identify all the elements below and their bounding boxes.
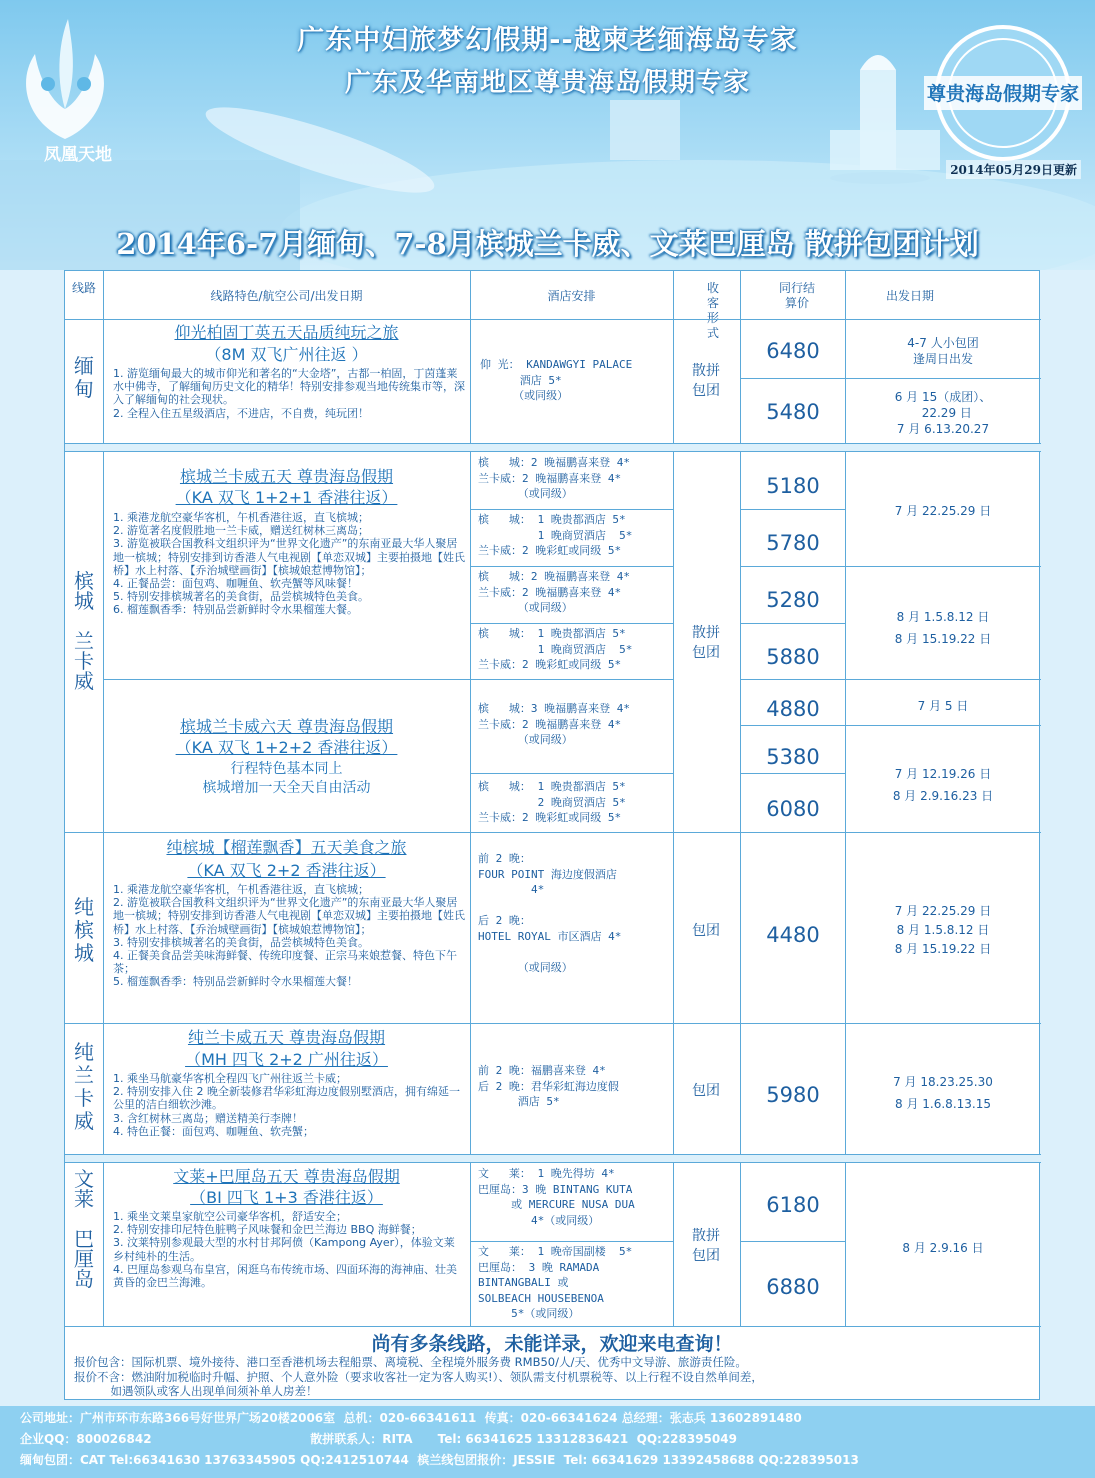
header-hotel: 酒店安排 bbox=[547, 289, 596, 303]
penang-dates-a: 7 月 22.25.29 日 bbox=[894, 504, 992, 518]
brunei-hotel-2: 文 莱： 1 晚帝国副楼 5* 巴厘岛： 3 晚 RAMADA BINTANGBALI 或 SOLBEACH HOUSEBENOA 5*（或同级） bbox=[478, 1245, 633, 1320]
penang-6day-flight: （KA 双飞 1+2+2 香港往返） bbox=[175, 738, 398, 757]
penang-5day-desc: 1. 乘港龙航空豪华客机，午机香港往返，直飞槟城； 2. 游览著名度假胜地一兰卡威，赠送红树林三离岛； 3. 游览被联合国教科文组织评为“世界文化遗产”的东南亚最大华人聚居地一槟城；特别安排到访香港人气电视剧【单恋双城】主要拍摄地【姓氏桥】水上村落、【乔治城壁画街】【槟城娘惹博物馆】； 4. 正餐品尝：面包鸡、咖喱鱼、软壳蟹等风味餐！ 5. 特别安排槟城著名的美食街，品尝槟城特色美食。 6. 榴莲飘香季：特别品尝新鲜时令水果榴莲大餐。 bbox=[113, 511, 465, 617]
brunei-price-1: 6180 bbox=[766, 1193, 820, 1217]
brunei-desc: 1. 乘坐文莱皇家航空公司豪华客机，舒适安全； 2. 特别安排印尼特色脏鸭子风味餐和金巴兰海边 BBQ 海鲜餐； 3. 汶莱特别参观最大型的水村甘邦阿偾（Kampong Ayer），体验文莱乡村纯朴的生活。 4. 巴厘岛参观乌布皇宫，闲逛乌布传统市场、四面环海的海神庙、壮美黄昏的金巴兰海滩。 bbox=[113, 1210, 457, 1290]
penang-5day-flight: （KA 双飞 1+2+1 香港往返） bbox=[175, 488, 398, 507]
brunei-title: 文莱+巴厘岛五天 尊贵海岛假期 bbox=[173, 1167, 400, 1186]
stamp-text: 尊贵海岛假期专家 bbox=[926, 83, 1080, 105]
header-title-2: 广东及华南地区尊贵海岛假期专家 bbox=[344, 68, 750, 98]
penang-hotel-3: 槟 城：2 晚福鹏喜来登 4* 兰卡威：2 晚福鹏喜来登 4* （或同级） bbox=[478, 570, 630, 614]
penang-6day-note-1: 行程特色基本同上 bbox=[230, 761, 343, 777]
penang-dates-c: 7 月 5 日 bbox=[917, 699, 969, 713]
header-route: 线路 bbox=[71, 281, 96, 295]
logo-text: 凤凰天地 bbox=[44, 145, 112, 165]
penang-5day-title: 槟城兰卡威五天 尊贵海岛假期 bbox=[179, 467, 394, 486]
more-routes-note: 尚有多条线路，未能详录，欢迎来电查询！ bbox=[371, 1333, 733, 1355]
myanmar-hotel: 仰 光： KANDAWGYI PALACE 酒店 5* （或同级） bbox=[480, 358, 633, 402]
penang-hotel-4: 槟 城： 1 晚贵都酒店 5* 1 晚商贸酒店 5* 兰卡威：2 晚彩虹或同级 5* bbox=[478, 627, 633, 671]
tour-table bbox=[64, 270, 1040, 1400]
header-type: 收客形式 bbox=[706, 281, 719, 340]
myanmar-title: 仰光柏固丁英五天品质纯玩之旅 bbox=[174, 323, 399, 342]
penang-price-4: 5880 bbox=[766, 645, 820, 669]
header-title-1: 广东中妇旅梦幻假期--越柬老缅海岛专家 bbox=[297, 25, 798, 56]
header-banner bbox=[0, 0, 1095, 270]
pure-penang-desc: 1. 乘港龙航空豪华客机，午机香港往返，直飞槟城； 2. 游览被联合国教科文组织评为“世界文化遗产”的东南亚最大华人聚居地一槟城；特别安排到访香港人气电视剧【单恋双城】主要拍摄地【姓氏桥】水上村落、【乔治城壁画街】【槟城娘惹博物馆】； 3. 特别安排槟城著名的美食街，品尝槟城特色美食。 4. 正餐美食品尝美味海鲜餐、传统印度餐、正宗马来娘惹餐、特色下午茶； 5. 榴莲飘香季：特别品尝新鲜时令水果榴莲大餐！ bbox=[113, 883, 465, 989]
plan-title: 2014年6-7月缅甸、7-8月槟城兰卡威、文莱巴厘岛 散拼包团计划 bbox=[116, 227, 979, 261]
footer-contact bbox=[0, 1406, 1095, 1478]
brunei-hotel-1: 文 莱： 1 晚先得坊 4* 巴厘岛：3 晚 BINTANG KUTA 或 MERCURE NUSA DUA 4*（或同级） bbox=[478, 1167, 635, 1227]
myanmar-desc bbox=[113, 367, 465, 420]
penang-price-3: 5280 bbox=[766, 588, 820, 612]
penang-price-5: 4880 bbox=[766, 697, 820, 721]
penang-dates-b: 8 月 1.5.8.12 日 8 月 15.19.22 日 bbox=[894, 610, 992, 646]
pure-langkawi-hotel: 前 2 晚：福鹏喜来登 4* 后 2 晚：君华彩虹海边度假 酒店 5* bbox=[478, 1064, 619, 1108]
header-price: 同行结算价 bbox=[778, 281, 815, 310]
price-excluded-1: 报价不含：燃油附加税临时升幅、护照、个人意外险（要求收客社一定为客人购买!）、领队需支付机票税等、以上行程不设自然单间差， bbox=[74, 1370, 763, 1384]
penang-price-7: 6080 bbox=[766, 797, 820, 821]
pure-langkawi-flight: （MH 四飞 2+2 广州往返） bbox=[185, 1050, 388, 1069]
brunei-price-2: 6880 bbox=[766, 1275, 820, 1299]
myanmar-dates-2: 6 月 15（成团）、 22.29 日 7 月 6.13.20.27 bbox=[894, 390, 992, 436]
update-date: 2014年05月29日更新 bbox=[946, 160, 1081, 179]
pure-penang-title: 纯槟城【榴莲飘香】五天美食之旅 bbox=[166, 838, 407, 857]
penang-dates-d: 7 月 12.19.26 日 8 月 2.9.16.23 日 bbox=[892, 767, 994, 803]
myanmar-type: 散拼 包团 bbox=[692, 363, 720, 399]
header-features: 线路特色/航空公司/出发日期 bbox=[210, 289, 363, 303]
penang-price-6: 5380 bbox=[766, 745, 820, 769]
pure-langkawi-price: 5980 bbox=[766, 1083, 820, 1107]
pure-penang-hotel: 前 2 晚： FOUR POINT 海边度假酒店 4* 后 2 晚： HOTEL ROYAL 市区酒店 4* （或同级） bbox=[478, 852, 622, 974]
header-dates: 出发日期 bbox=[885, 289, 934, 303]
pure-langkawi-title: 纯兰卡威五天 尊贵海岛假期 bbox=[187, 1028, 386, 1047]
pure-langkawi-dates: 7 月 18.23.25.30 8 月 1.6.8.13.15 bbox=[893, 1075, 993, 1111]
region-myanmar: 缅甸 bbox=[74, 354, 94, 401]
premium-stamp-badge bbox=[918, 18, 1088, 178]
penang-hotel-1: 槟 城：2 晚福鹏喜来登 4* 兰卡威：2 晚福鹏喜来登 4* （或同级） bbox=[478, 456, 630, 500]
pure-penang-flight: （KA 双飞 2+2 香港往返） bbox=[187, 861, 386, 880]
footer-cat-jessie: 缅甸包团：CAT Tel:66341630 13763345905 QQ:2412510744 槟兰线包团报价：JESSIE Tel: 66341629 13392458688 QQ:228395013 bbox=[20, 1453, 859, 1467]
price-included: 报价包含：国际机票、境外接待、港口至香港机场去程船票、离境税、全程境外服务费 RMB50/人/天、优秀中文导游、旅游责任险。 bbox=[74, 1355, 747, 1369]
myanmar-dates-1: 4-7 人小包团 逢周日出发 bbox=[907, 336, 979, 366]
pure-penang-type: 包团 bbox=[692, 923, 720, 939]
brunei-type: 散拼 包团 bbox=[692, 1228, 720, 1264]
region-pure-penang: 纯 槟 城 bbox=[74, 895, 94, 965]
penang-price-2: 5780 bbox=[766, 531, 820, 555]
penang-price-1: 5180 bbox=[766, 474, 820, 498]
pure-langkawi-type: 包团 bbox=[692, 1083, 720, 1099]
myanmar-desc-2: 2. 全程入住五星级酒店，不进店，不自费，纯玩团！ bbox=[113, 406, 369, 420]
footer-address: 公司地址：广州市环市东路366号好世界广场20楼2006室 总机：020-66341611 传真：020-66341624 总经理：张志兵 13602891480 bbox=[20, 1411, 802, 1425]
pure-penang-price: 4480 bbox=[766, 923, 820, 947]
myanmar-flight: （8M 双飞广州往返 ） bbox=[205, 345, 368, 364]
price-excluded-2: 如遇领队或客人出现单间须补单人房差！ bbox=[74, 1384, 318, 1398]
region-brunei-bali: 文 莱 巴 厘 岛 bbox=[74, 1167, 94, 1291]
penang-hotel-2: 槟 城： 1 晚贵都酒店 5* 1 晚商贸酒店 5* 兰卡威：2 晚彩虹或同级 5* bbox=[478, 513, 633, 557]
brunei-flight: （BI 四飞 1+3 香港往返） bbox=[190, 1188, 383, 1207]
myanmar-desc-1: 1. 游览缅甸最大的城市仰光和著名的“大金塔”，古都一柏固，丁茵蓬莱水中佛寺，了解缅甸历史文化的精华！特别安排参观当地传统集市等，深入了解缅甸的社会现状。 bbox=[113, 367, 465, 407]
brunei-dates: 8 月 2.9.16 日 bbox=[902, 1241, 984, 1255]
penang-type: 散拼 包团 bbox=[692, 625, 720, 661]
myanmar-price-1: 6480 bbox=[766, 339, 820, 363]
region-penang-langkawi: 槟 城 兰 卡 威 bbox=[74, 569, 94, 693]
penang-6day-title: 槟城兰卡威六天 尊贵海岛假期 bbox=[179, 717, 394, 736]
pure-langkawi-desc: 1. 乘坐马航豪华客机全程四飞广州往返兰卡威； 2. 特别安排入住 2 晚全新装修君华彩虹海边度假别墅酒店，拥有绵延一公里的洁白细软沙滩。 3. 含红树林三离岛；赠送精美行李牌！ 4. 特色正餐：面包鸡、咖喱鱼、软壳蟹； bbox=[113, 1072, 460, 1138]
penang-hotel-6: 槟 城： 1 晚贵都酒店 5* 2 晚商贸酒店 5* 兰卡威：2 晚彩虹或同级 5* bbox=[478, 780, 626, 824]
myanmar-price-2: 5480 bbox=[766, 400, 820, 424]
pure-penang-dates: 7 月 22.25.29 日 8 月 1.5.8.12 日 8 月 15.19.22 日 bbox=[894, 904, 992, 956]
region-pure-langkawi: 纯 兰 卡 威 bbox=[74, 1040, 94, 1133]
penang-hotel-5: 槟 城：3 晚福鹏喜来登 4* 兰卡威：2 晚福鹏喜来登 4* （或同级） bbox=[478, 702, 630, 746]
penang-6day-note-2: 槟城增加一天全天自由活动 bbox=[202, 780, 371, 796]
footer-qq-rita: 企业QQ：800026842 散拼联系人：RITA Tel: 66341625 13312836421 QQ:228395049 bbox=[20, 1432, 737, 1446]
